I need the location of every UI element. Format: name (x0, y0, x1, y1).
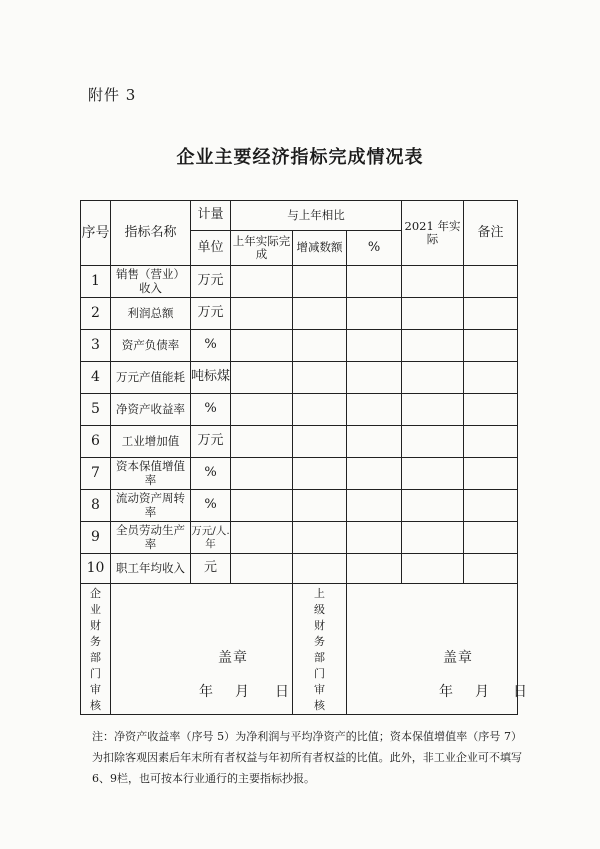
cell-percent[interactable] (347, 330, 402, 362)
row-unit: % (191, 330, 231, 362)
row-seq: 4 (81, 362, 111, 394)
table-row (81, 330, 518, 362)
cell-year-actual[interactable] (402, 394, 464, 426)
superior-stamp-label: 盖章 (443, 650, 473, 666)
cell-percent[interactable] (347, 426, 402, 458)
cell-remarks[interactable] (464, 490, 518, 522)
row-seq: 7 (81, 458, 111, 490)
cell-year-actual[interactable] (402, 490, 464, 522)
indicator-table (80, 200, 527, 715)
row-indicator-name: 职工年均收入 (111, 554, 191, 584)
header-seq: 序号 (81, 201, 111, 266)
superior-date-year: 年 (439, 684, 453, 700)
cell-percent[interactable] (347, 298, 402, 330)
cell-remarks[interactable] (464, 458, 518, 490)
row-seq: 3 (81, 330, 111, 362)
finance-sign-area (111, 584, 293, 715)
cell-percent[interactable] (347, 554, 402, 584)
header-percent: % (347, 231, 402, 266)
finance-date-day: 日 (275, 684, 289, 700)
row-indicator-name: 净资产收益率 (111, 394, 191, 426)
row-unit: 万元 (191, 426, 231, 458)
cell-percent[interactable] (347, 362, 402, 394)
header-year-actual: 2021 年实际 (402, 201, 464, 266)
cell-change-amount[interactable] (293, 554, 347, 584)
row-seq: 6 (81, 426, 111, 458)
table-row (81, 362, 518, 394)
footnote: 注：净资产收益率（序号 5）为净利润与平均净资产的比值；资本保值增值率（序号 7）为扣除客观因素后年末所有者权益与年初所有者权益的比值。此外，非工业企业可不填写 6、9栏，也可按本行业通行的主要指标抄报。 (92, 730, 522, 785)
cell-percent[interactable] (347, 266, 402, 298)
cell-remarks[interactable] (464, 298, 518, 330)
signature-row (81, 584, 518, 715)
table-row (81, 458, 518, 490)
superior-date-month: 月 (475, 684, 489, 700)
finance-date-month: 月 (235, 684, 249, 700)
cell-year-actual[interactable] (402, 426, 464, 458)
row-indicator-name: 资产负债率 (111, 330, 191, 362)
cell-change-amount[interactable] (293, 426, 347, 458)
page-title: 企业主要经济指标完成情况表 (176, 147, 424, 168)
cell-year-actual[interactable] (402, 266, 464, 298)
table-row (81, 522, 518, 554)
cell-last-year[interactable] (231, 298, 293, 330)
table-row (81, 490, 518, 522)
cell-last-year[interactable] (231, 394, 293, 426)
header-indicator: 指标名称 (111, 201, 191, 266)
row-indicator-name: 利润总额 (111, 298, 191, 330)
finance-audit-label: 企业财务部门审核 (81, 584, 111, 715)
superior-sign-area (347, 584, 527, 715)
superior-date-day: 日 (513, 684, 527, 700)
cell-change-amount[interactable] (293, 522, 347, 554)
cell-last-year[interactable] (231, 362, 293, 394)
cell-last-year[interactable] (231, 490, 293, 522)
table-row (81, 394, 518, 426)
row-unit: 万元/人.年 (191, 522, 231, 554)
header-unit-top: 计量 (191, 201, 231, 231)
row-seq: 8 (81, 490, 111, 522)
attachment-label: 附件 3 (88, 86, 137, 104)
cell-last-year[interactable] (231, 554, 293, 584)
row-unit: % (191, 394, 231, 426)
cell-remarks[interactable] (464, 554, 518, 584)
cell-year-actual[interactable] (402, 522, 464, 554)
table-row (81, 266, 518, 298)
row-indicator-name: 销售（营业）收入 (111, 266, 191, 298)
row-indicator-name: 全员劳动生产率 (111, 522, 191, 554)
header-change-amount: 增减数额 (293, 231, 347, 266)
cell-change-amount[interactable] (293, 330, 347, 362)
row-indicator-name: 工业增加值 (111, 426, 191, 458)
superior-audit-label: 上级财务部门审核 (293, 584, 347, 715)
header-unit-bottom: 单位 (191, 231, 231, 266)
row-indicator-name: 万元产值能耗 (111, 362, 191, 394)
cell-change-amount[interactable] (293, 394, 347, 426)
cell-percent[interactable] (347, 394, 402, 426)
row-seq: 9 (81, 522, 111, 554)
cell-change-amount[interactable] (293, 458, 347, 490)
row-seq: 10 (81, 554, 111, 584)
header-remarks: 备注 (464, 201, 518, 266)
finance-stamp-label: 盖章 (218, 650, 248, 666)
cell-last-year[interactable] (231, 330, 293, 362)
cell-percent[interactable] (347, 458, 402, 490)
row-unit: 万元 (191, 298, 231, 330)
cell-change-amount[interactable] (293, 490, 347, 522)
cell-remarks[interactable] (464, 266, 518, 298)
row-unit: 吨标煤 (191, 362, 231, 394)
table-row (81, 554, 518, 584)
cell-year-actual[interactable] (402, 458, 464, 490)
row-seq: 5 (81, 394, 111, 426)
header-compare-group: 与上年相比 (231, 201, 402, 231)
cell-remarks[interactable] (464, 330, 518, 362)
row-unit: % (191, 458, 231, 490)
cell-change-amount[interactable] (293, 298, 347, 330)
finance-date-year: 年 (199, 684, 213, 700)
cell-change-amount[interactable] (293, 362, 347, 394)
row-unit: 元 (191, 554, 231, 584)
cell-last-year[interactable] (231, 522, 293, 554)
cell-remarks[interactable] (464, 394, 518, 426)
cell-percent[interactable] (347, 490, 402, 522)
row-indicator-name: 流动资产周转率 (111, 490, 191, 522)
cell-year-actual[interactable] (402, 362, 464, 394)
row-seq: 1 (81, 266, 111, 298)
row-indicator-name: 资本保值增值率 (111, 458, 191, 490)
cell-last-year[interactable] (231, 458, 293, 490)
cell-year-actual[interactable] (402, 330, 464, 362)
header-last-year: 上年实际完成 (231, 231, 293, 266)
row-unit: % (191, 490, 231, 522)
row-seq: 2 (81, 298, 111, 330)
row-unit: 万元 (191, 266, 231, 298)
cell-year-actual[interactable] (402, 554, 464, 584)
cell-change-amount[interactable] (293, 266, 347, 298)
cell-remarks[interactable] (464, 426, 518, 458)
cell-remarks[interactable] (464, 362, 518, 394)
cell-percent[interactable] (347, 522, 402, 554)
cell-remarks[interactable] (464, 522, 518, 554)
cell-last-year[interactable] (231, 266, 293, 298)
cell-year-actual[interactable] (402, 298, 464, 330)
table-row (81, 298, 518, 330)
table-row (81, 426, 518, 458)
header-row (81, 201, 518, 231)
cell-last-year[interactable] (231, 426, 293, 458)
